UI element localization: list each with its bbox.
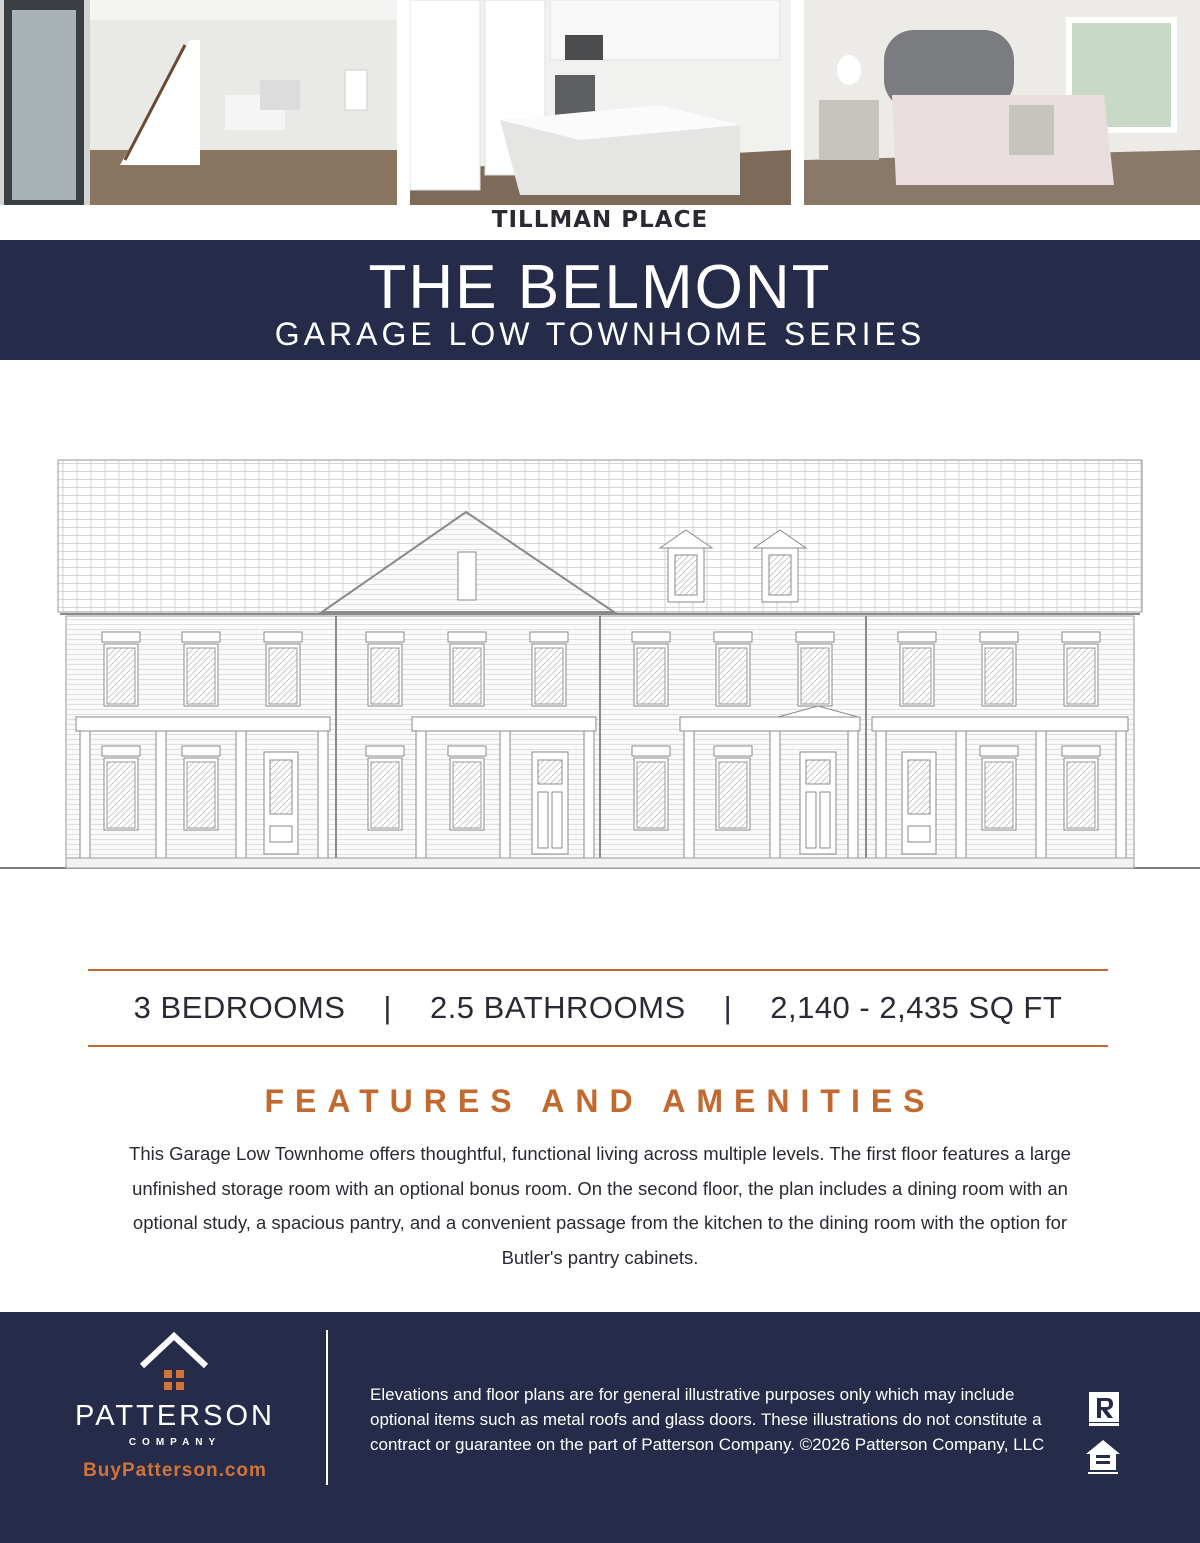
stats-separator: | (723, 990, 733, 1025)
elevation-drawing (0, 440, 1200, 880)
bedroom-photo (804, 0, 1200, 205)
entry-staircase-photo (0, 0, 397, 205)
equal-housing-icon (1084, 1438, 1122, 1476)
community-name: TILLMAN PLACE (491, 207, 709, 233)
brand-subtitle: COMPANY (128, 1437, 222, 1448)
kitchen-photo (410, 0, 791, 205)
bathrooms-count: 2.5 BATHROOMS (429, 990, 686, 1025)
home-stats-bar (88, 969, 1108, 1047)
title-banner (0, 240, 1200, 360)
stats-separator: | (383, 990, 392, 1025)
features-description: This Garage Low Townhome offers thoughtful, functional living across multiple levels. The first floor features a large unfinished storage room with an optional bonus room. On the second floor, the plan includes a dining room with an optional study, a spacious pantry, and a convenient passage from the kitchen to the dining room with the option for Butler's pantry cabinets. (129, 1143, 1071, 1268)
photo-strip (0, 0, 1200, 205)
plan-name: THE BELMONT (368, 253, 832, 322)
website-link[interactable]: BuyPatterson.com (83, 1460, 267, 1481)
house-logo-icon (138, 1330, 210, 1400)
footer (0, 1312, 1200, 1543)
features-heading: FEATURES AND AMENITIES (264, 1083, 936, 1119)
brand-name: PATTERSON (75, 1400, 275, 1432)
footer-divider (326, 1330, 328, 1485)
realtor-icon (1087, 1390, 1121, 1428)
bedrooms-count: 3 BEDROOMS (133, 990, 346, 1025)
plan-series: GARAGE LOW TOWNHOME SERIES (274, 316, 926, 352)
disclaimer-text: Elevations and floor plans are for general illustrative purposes only which may include optional items such as metal roofs and glass doors. These illustrations do not constitute a contract or guarantee on the part of Patterson Company. ©2026 Patterson Company, LLC (370, 1385, 1045, 1454)
square-footage: 2,140 - 2,435 SQ FT (770, 990, 1063, 1025)
